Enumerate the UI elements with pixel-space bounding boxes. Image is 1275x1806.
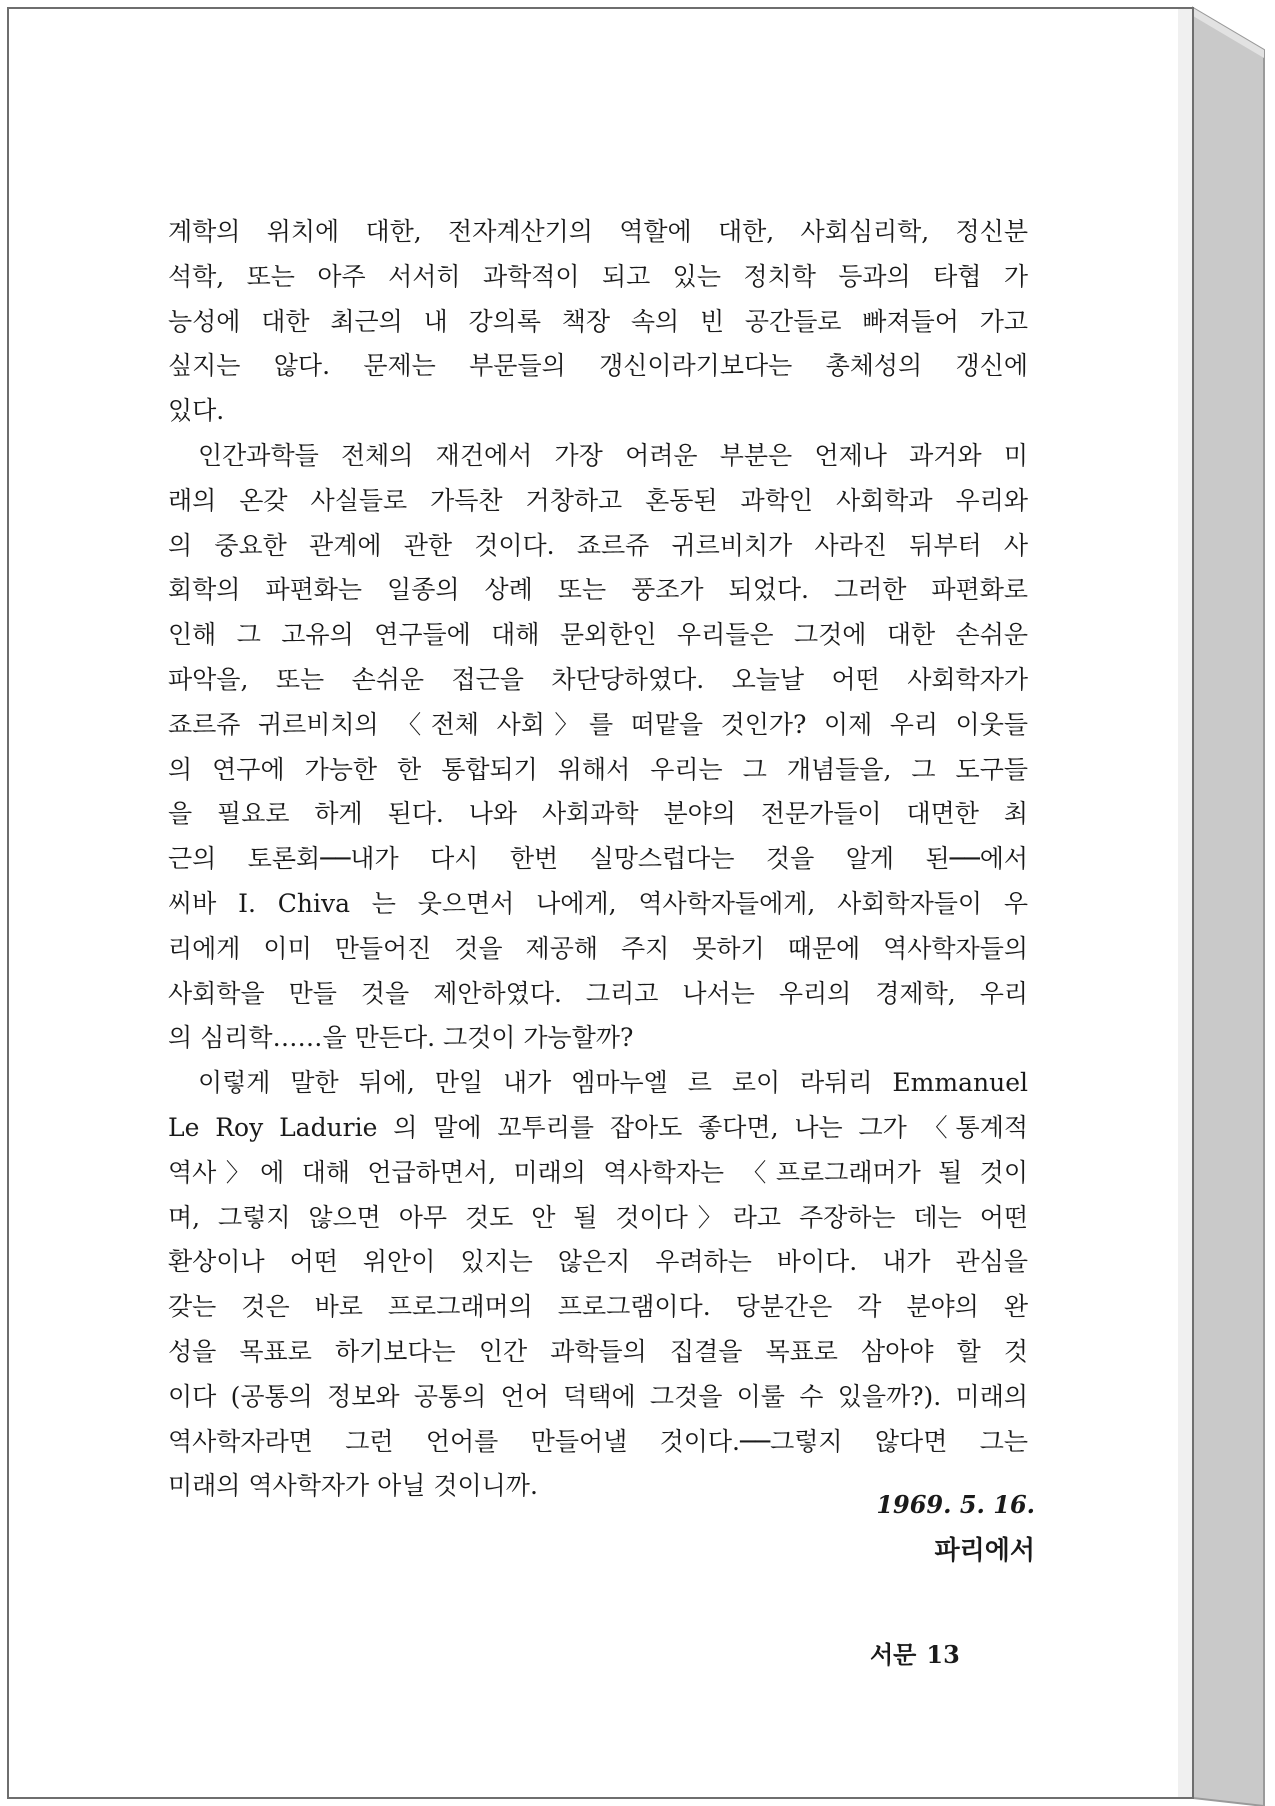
running-footer	[870, 1635, 960, 1670]
text-line: 미래의 역사학자가 아닐 것이니까.	[168, 1471, 538, 1501]
text-line: 을 필요로 하게 된다. 나와 사회과학 분야의 전문가들이 대면한 최	[168, 799, 1028, 829]
page-number: 13	[926, 1640, 960, 1669]
signature-place: 파리에서	[934, 1536, 1035, 1566]
footer-section-title: 서문	[870, 1640, 917, 1669]
text-line: 리에게 이미 만들어진 것을 제공해 주지 못하기 때문에 역사학자들의	[168, 933, 1028, 963]
text-line: 사회학을 만들 것을 제안하였다. 그리고 나서는 우리의 경제학, 우리	[168, 978, 1028, 1008]
text-line: 있다.	[168, 396, 225, 426]
text-line: 회학의 파편화는 일종의 상례 또는 풍조가 되었다. 그러한 파편화로	[168, 575, 1028, 605]
text-line: 인간과학들 전체의 재건에서 가장 어려운 부분은 언제나 과거와 미	[198, 440, 1028, 470]
text-line: 싶지는 않다. 문제는 부문들의 갱신이라기보다는 총체성의 갱신에	[168, 351, 1028, 381]
text-line: Le Roy Ladurie 의 말에 꼬투리를 잡아도 좋다면, 나는 그가 〈통계적	[168, 1112, 1028, 1142]
text-line: 씨바 I. Chiva 는 웃으면서 나에게, 역사학자들에게, 사회학자들이 우	[168, 888, 1028, 918]
book-side-edge	[1193, 8, 1264, 1806]
text-line: 며, 그렇지 않으면 아무 것도 안 될 것이다〉라고 주장하는 데는 어떤	[168, 1202, 1028, 1232]
text-line: 이다 (공통의 정보와 공통의 언어 덕택에 그것을 이룰 수 있을까?). 미래의	[168, 1381, 1028, 1411]
text-line: 능성에 대한 최근의 내 강의록 책장 속의 빈 공간들로 빠져들어 가고	[168, 306, 1028, 336]
text-line: 역사〉에 대해 언급하면서, 미래의 역사학자는 〈프로그래머가 될 것이	[168, 1157, 1028, 1187]
text-line: 의 심리학……을 만든다. 그것이 가능할까?	[168, 1023, 634, 1053]
text-line: 성을 목표로 하기보다는 인간 과학들의 집결을 목표로 삼아야 할 것	[168, 1336, 1028, 1366]
text-line: 파악을, 또는 손쉬운 접근을 차단당하였다. 오늘날 어떤 사회학자가	[168, 664, 1028, 694]
text-line: 석학, 또는 아주 서서히 과학적이 되고 있는 정치학 등과의 타협 가	[168, 261, 1028, 291]
text-line: 갖는 것은 바로 프로그래머의 프로그램이다. 당분간은 각 분야의 완	[168, 1292, 1028, 1322]
text-line: 이렇게 말한 뒤에, 만일 내가 엠마누엘 르 로이 라뒤리 Emmanuel	[198, 1068, 1028, 1098]
text-line: 인해 그 고유의 연구들에 대해 문외한인 우리들은 그것에 대한 손쉬운	[168, 620, 1028, 650]
text-line: 계학의 위치에 대한, 전자계산기의 역할에 대한, 사회심리학, 정신분	[168, 217, 1028, 246]
text-line: 근의 토론회──내가 다시 한번 실망스럽다는 것을 알게 된──에서	[168, 844, 1028, 874]
text-line: 의 중요한 관계에 관한 것이다. 죠르쥬 귀르비치가 사라진 뒤부터 사	[168, 530, 1028, 560]
text-line: 의 연구에 가능한 한 통합되기 위해서 우리는 그 개념들을, 그 도구들	[168, 754, 1028, 784]
text-line: 죠르쥬 귀르비치의 〈전체 사회〉를 떠맡을 것인가? 이제 우리 이웃들	[168, 709, 1028, 739]
text-line: 환상이나 어떤 위안이 있지는 않은지 우려하는 바이다. 내가 관심을	[168, 1247, 1028, 1277]
signature-date: 1969. 5. 16.	[876, 1490, 1035, 1519]
text-line: 래의 온갖 사실들로 가득찬 거창하고 혼동된 과학인 사회학과 우리와	[168, 485, 1028, 515]
text-line: 역사학자라면 그런 언어를 만들어낼 것이다.──그렇지 않다면 그는	[168, 1426, 1028, 1456]
body-text	[168, 210, 1028, 1509]
